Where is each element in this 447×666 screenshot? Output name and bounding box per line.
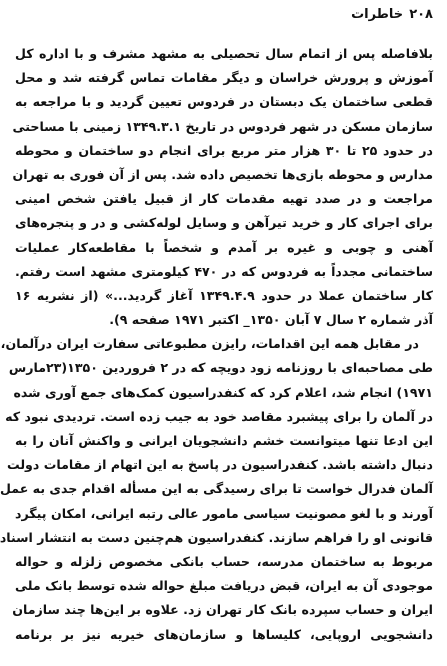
text-line: کار ساختمان عملا در حدود ۱۳۴۹.۴.۹ آغاز گردید...» (از نشریه ۱۶ <box>15 287 433 303</box>
text-line: در آلمان را برای پیشبرد مقاصد خود به جیب زده است. تردیدی نبود که <box>5 408 433 424</box>
text-line: آورند و با لغو مصونیت سیاسی مامور عالی رتبه ایرانی، امکان پیگرد <box>15 505 433 521</box>
text-line: طی مصاحبه‌ای با روزنامه زود دویچه که در ۲ فروردین ۱۳۵۰(۲۳مارس <box>8 360 433 376</box>
text-line: بلافاصله پس از اتمام سال تحصیلی به مشهد مشرف و با اداره کل <box>15 46 433 61</box>
text-line: قانونی او را فراهم سازند. کنفدراسیون هم‌چنین دست به انتشار اسناد <box>0 529 433 545</box>
text-line: مربوط به ساختمان مدرسه، حساب بانکی مخصوص زلزله و حواله <box>15 553 433 569</box>
text-line: این ادعا تنها میتوانست خشم دانشجویان ایرانی و واکنش آنان را به <box>15 433 433 448</box>
text-line: ساختمانی مجدداً به فردوس که در ۴۷۰ کیلومتری مشهد است رفتم. <box>15 263 433 279</box>
body-text <box>0 42 434 647</box>
text-line: در مقابل همه این اقدامات، رایزن مطبوعاتی سفارت ایران درآلمان، <box>0 336 419 352</box>
text-line: آموزش و پرورش خراسان و دیگر مقامات تماس گرفته شد و محل <box>15 70 433 86</box>
text-line: مدارس و محوطه بازی‌ها تخصیص داده شد. پس از آن فوری به تهران <box>12 166 433 182</box>
text-line: در حدود ۲۵ تا ۳۰ هزار متر مربع برای انجام دو ساختمان و محوطه <box>15 142 434 158</box>
text-line: دانشجویی اروپایی، کلیساها و سازمان‌های خیریه نیز بر برنامه <box>15 626 433 642</box>
book-page <box>1 0 447 666</box>
text-line: آهنی و چوبی و غیره بر آمدم و شخصاً با مقاطعه‌کار عملیات <box>15 239 433 255</box>
text-line: برای اجرای کار و خرید تیرآهن و وسایل لوله‌کشی و در و پنجره‌های <box>15 215 433 231</box>
text-line: آلمان فدرال خواست تا برای رسیدگی به این مسأله اقدام جدی به عمل <box>0 481 433 497</box>
page-number: ۲۰۸ <box>409 7 433 22</box>
text-line: ۱۹۷۱) انجام شد، اعلام کرد که کنفدراسیون کمک‌های جمع آوری شده <box>13 384 433 400</box>
running-header <box>15 6 433 28</box>
book-title: خاطرات <box>351 7 404 22</box>
paragraph <box>12 42 434 332</box>
text-line: سازمان مسکن در شهر فردوس در تاریخ ۱۳۴۹.۳.۱ زمینی با مساحتی <box>12 118 433 134</box>
text-line: قطعی ساختمان یک دبستان در فردوس تعیین گردید و با مراجعه به <box>15 94 433 110</box>
text-line: دنبال داشته باشد. کنفدراسیون در پاسخ به این اتهام از مقامات دولت <box>7 457 433 473</box>
text-line: موجودی آن به ایران، قبض دریافت مبلغ حواله شده توسط بانک ملی <box>15 578 433 594</box>
paragraph <box>0 332 433 646</box>
text-line: آذر شماره ۲ سال ۷ آبان ۱۳۵۰_ اکتبر ۱۹۷۱ صفحه ۹). <box>109 312 433 328</box>
text-line: ایران و حساب سپرده بانک کار تهران زد. علاوه بر این‌ها چند سازمان <box>12 602 433 618</box>
text-line: مراجعت و در صدد تهیه مقدمات کار از قبیل یافتن شخص امینی <box>15 191 433 207</box>
